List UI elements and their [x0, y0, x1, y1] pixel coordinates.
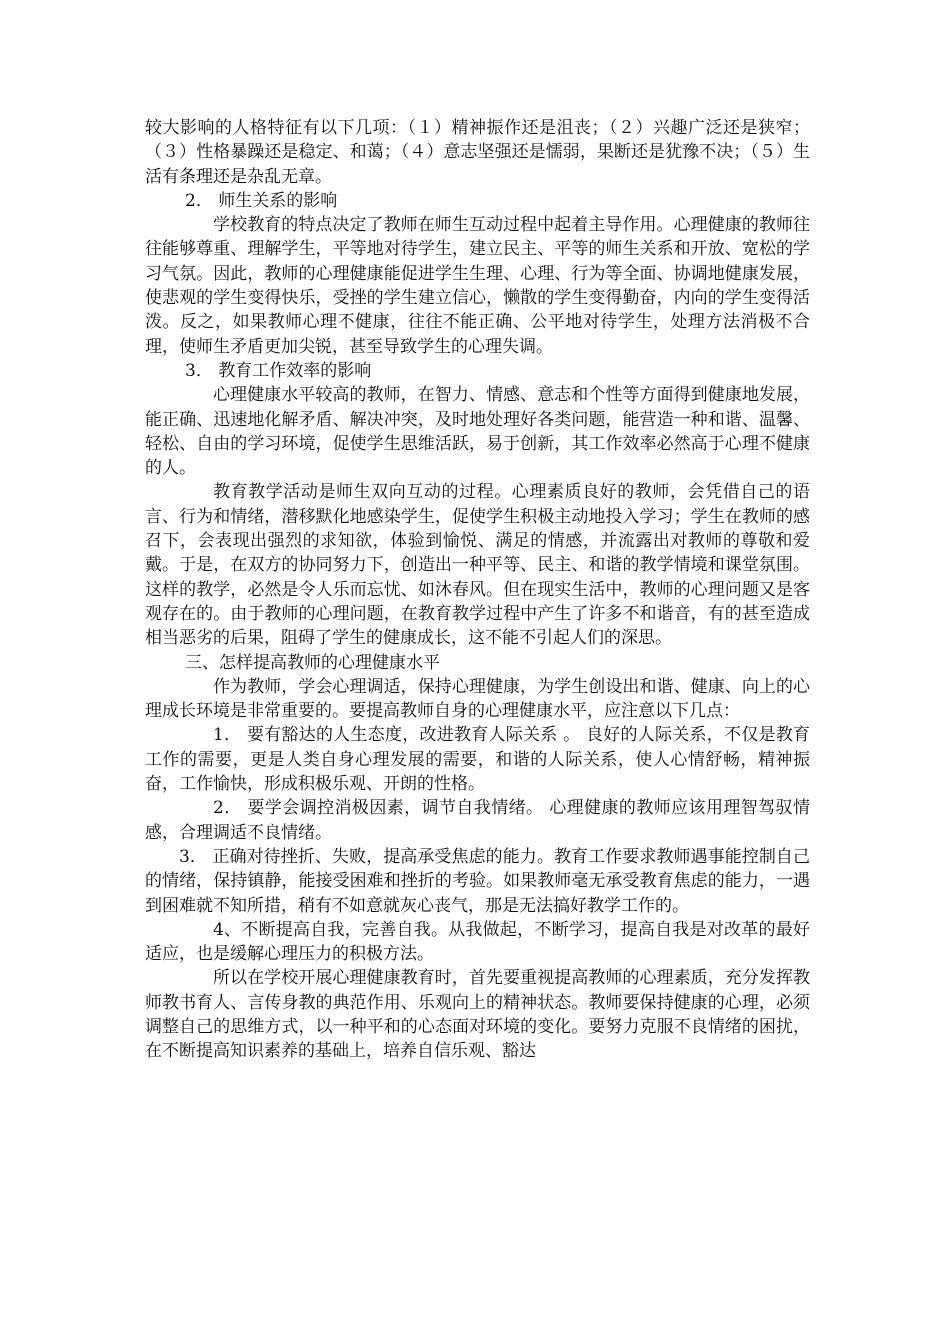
- paragraph-as-teacher: 作为教师，学会心理调适，保持心理健康，为学生创设出和谐、健康、向上的心理成长环境是非常重要的。要提高教师自身的心理健康水平，应注意以下几点：: [145, 676, 810, 722]
- paragraph-teaching-interaction: 教育教学活动是师生双向互动的过程。心理素质良好的教师，会凭借自己的语言、行为和情绪，潜移默化地感染学生，促使学生积极主动地投入学习；学生在教师的感召下，会表现出强烈的求知欲，体验到愉悦、满足的情感，并流露出对教师的尊敬和爱戴。于是，在双方的协同努力下，创造出一种平等、民主、和谐的教学情境和课堂氛围。这样的教学，必然是令人乐而忘忧、如沐春风。但在现实生活中，教师的心理问题又是客观存在的。由于教师的心理问题，在教育教学过程中产生了许多不和谐音，有的甚至造成相当恶劣的后果，阻碍了学生的健康成长，这不能不引起人们的深思。: [145, 482, 810, 649]
- paragraph-point-2: 2． 要学会调控消极因素，调节自我情绪。 心理健康的教师应该用理智驾驭情感，合理调适不良情绪。: [145, 798, 810, 843]
- heading-work-efficiency: 3． 教育工作效率的影响: [185, 360, 372, 381]
- document-page: [145, 116, 810, 1064]
- paragraph-point-3: 3． 正确对待挫折、失败，提高承受焦虑的能力。教育工作要求教师遇事能控制自己的情绪，保持镇静，能接受困难和挫折的考验。如果教师毫无承受教育焦虑的能力，一遇到困难就不知所措，稍有不如意就灰心丧气，那是无法搞好教学工作的。: [145, 846, 810, 916]
- paragraph-point-4: 4、不断提高自我，完善自我。从我做起，不断学习，提高自我是对改革的最好适应，也是缓解心理压力的积极方法。: [145, 919, 810, 965]
- paragraph-work-efficiency: 心理健康水平较高的教师，在智力、情感、意志和个性等方面得到健康地发展，能正确、迅速地化解矛盾、解决冲突，及时地处理好各类问题，能营造一种和谐、温馨、轻松、自由的学习环境，促使学生思维活跃，易于创新，其工作效率必然高于心理不健康的人。: [145, 385, 810, 479]
- heading-improve-mental-health: 三、怎样提高教师的心理健康水平: [185, 652, 440, 673]
- heading-teacher-student-relations: 2． 师生关系的影响: [185, 190, 338, 211]
- paragraph-personality-traits: 较大影响的人格特征有以下几项：（１）精神振作还是沮丧；（２）兴趣广泛还是狭窄；（３）性格暴躁还是稳定、和蔼；（４）意志坚强还是懦弱，果断还是犹豫不决；（５）生活有条理还是杂乱无章。: [145, 118, 810, 187]
- paragraph-teacher-student-relations: 学校教育的特点决定了教师在师生互动过程中起着主导作用。心理健康的教师往往能够尊重、理解学生，平等地对待学生，建立民主、平等的师生关系和开放、宽松的学习气氛。因此，教师的心理健康能促进学生生理、心理、行为等全面、协调地健康发展，使悲观的学生变得快乐，受挫的学生建立信心，懒散的学生变得勤奋，内向的学生变得活泼。反之，如果教师心理不健康，往往不能正确、公平地对待学生，处理方法消极不合理，使师生矛盾更加尖锐，甚至导致学生的心理失调。: [145, 215, 810, 357]
- paragraph-conclusion: 所以在学校开展心理健康教育时，首先要重视提高教师的心理素质，充分发挥教师教书育人、言传身教的典范作用、乐观向上的精神状态。教师要保持健康的心理，必须调整自己的思维方式，以一种平和的心态面对环境的变化。要努力克服不良情绪的困扰，在不断提高知识素养的基础上，培养自信乐观、豁达: [145, 968, 810, 1062]
- paragraph-point-1: 1． 要有豁达的人生态度，改进教育人际关系 。 良好的人际关系，不仅是教育工作的需要，更是人类自身心理发展的需要，和谐的人际关系，使人心情舒畅，精神振奋，工作愉快，形成积极乐观、开朗的性格。: [145, 725, 810, 795]
